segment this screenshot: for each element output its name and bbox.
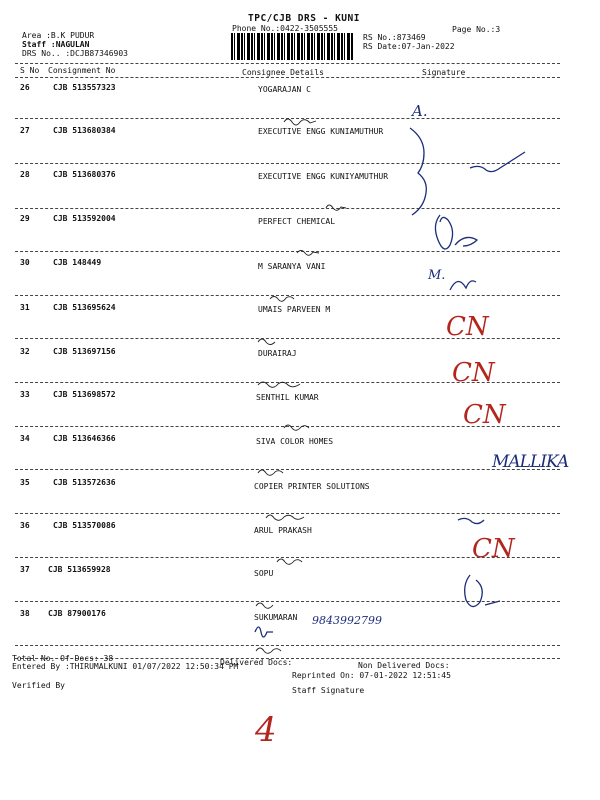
staff-label: Staff :NAGULAN: [22, 40, 90, 49]
signature-loop: [465, 575, 500, 607]
row-sno: 32: [20, 347, 30, 356]
handwritten-a-signature: A.: [412, 102, 428, 120]
row-consignment: CJB 513570086: [53, 521, 116, 530]
row-consignment: CJB 513646366: [53, 434, 116, 443]
document-title: TPC/CJB DRS - KUNI: [248, 13, 360, 24]
tamil-scribble: [297, 251, 319, 256]
handwritten-mallika: MALLIKA: [492, 452, 569, 472]
row-sno: 27: [20, 126, 30, 135]
non-delivered-docs: Non Delivered Docs:: [358, 661, 450, 670]
row-sno: 36: [20, 521, 30, 530]
row-consignment: CJB 513592004: [53, 214, 116, 223]
row-consignment: CJB 87900176: [48, 609, 106, 618]
col-sno: S No: [20, 66, 40, 75]
handwritten-cn-mark: CN: [463, 400, 506, 430]
row-sno: 30: [20, 258, 30, 267]
row-consignee: PERFECT CHEMICAL: [258, 217, 336, 226]
col-consignment: Consignment No: [48, 66, 116, 75]
row-consignment: CJB 513572636: [53, 478, 116, 487]
row-sno: 29: [20, 214, 30, 223]
row-consignment: CJB 148449: [53, 258, 102, 267]
row-sno: 34: [20, 434, 30, 443]
row-consignee: SENTHIL KUMAR: [256, 393, 319, 402]
tamil-scribble: [284, 425, 309, 430]
row-consignee: YOGARAJAN C: [258, 85, 311, 94]
tamil-scribble: [256, 603, 273, 608]
row-consignment: CJB 513698572: [53, 390, 116, 399]
area-label: Area :B.K PUDUR: [22, 31, 95, 40]
row-consignment: CJB 513695624: [53, 303, 116, 312]
tamil-scribble: [270, 297, 294, 302]
row-consignee: M SARANYA VANI: [258, 262, 326, 271]
signature-scribble: [450, 281, 476, 290]
row-consignee: EXECUTIVE ENGG KUNIYAMUTHUR: [258, 172, 389, 181]
signature-loop: [435, 215, 477, 249]
row-sno: 38: [20, 609, 30, 618]
handwritten-m-signature: M.: [428, 268, 446, 283]
row-consignment: CJB 513680376: [53, 170, 116, 179]
signature-scribble: [470, 152, 525, 172]
row-consignment: CJB 513697156: [53, 347, 116, 356]
row-consignment: CJB 513557323: [53, 83, 116, 92]
tamil-scribble: [326, 205, 346, 210]
row-consignee: SIVA COLOR HOMES: [256, 437, 334, 446]
rs-number: RS No.:873469: [363, 33, 426, 42]
page-number: Page No.:3: [452, 25, 501, 34]
staff-signature-label: Staff Signature: [292, 686, 365, 695]
delivered-docs: Delivered Docs:: [220, 658, 293, 667]
row-consignee: EXECUTIVE ENGG KUNIAMUTHUR: [258, 127, 384, 136]
col-consignee: Consignee Details: [242, 68, 324, 77]
drs-number: DRS No.. :DCJB87346903: [22, 49, 128, 58]
reprinted-on: Reprinted On: 07-01-2022 12:51:45: [292, 671, 451, 680]
tamil-scribble: [258, 382, 300, 387]
row-sno: 31: [20, 303, 30, 312]
row-sno: 26: [20, 83, 30, 92]
row-consignee: SUKUMARAN: [254, 613, 298, 622]
signature-scribble: [458, 518, 484, 523]
row-consignee: DURAIRAJ: [258, 349, 297, 358]
tamil-scribble: [258, 339, 275, 345]
row-consignee: ARUL PRAKASH: [254, 526, 312, 535]
handwritten-page-mark: 4: [255, 710, 277, 750]
bracket-signature: [410, 128, 426, 215]
tamil-scribble: [266, 515, 304, 520]
tamil-scribble: [258, 470, 283, 475]
tamil-scribble: [256, 648, 281, 653]
handwritten-phone-note: 9843992799: [312, 614, 382, 627]
handwritten-cn-mark: CN: [446, 312, 489, 342]
total-docs: Total No. Of Docs: 38: [12, 654, 114, 663]
handwritten-cn-mark: CN: [452, 358, 495, 388]
rs-date: RS Date:07-Jan-2022: [363, 42, 455, 51]
entered-by: Entered By :THIRUMALKUNI 01/07/2022 12:50:34 PM: [12, 662, 239, 671]
row-consignment: CJB 513659928: [48, 565, 111, 574]
row-sno: 37: [20, 565, 30, 574]
tamil-scribble: [277, 559, 302, 564]
verified-by: Verified By: [12, 681, 65, 690]
signature-scribble: [255, 627, 273, 637]
row-consignee: COPIER PRINTER SOLUTIONS: [254, 482, 370, 491]
phone-number: Phone No.:0422-3505555: [232, 24, 338, 33]
row-consignee: UMAIS PARVEEN M: [258, 305, 331, 314]
row-sno: 28: [20, 170, 30, 179]
handwritten-cn-mark: CN: [472, 534, 515, 564]
col-signature: Signature: [422, 68, 466, 77]
row-sno: 33: [20, 390, 30, 399]
row-consignee: SOPU: [254, 569, 274, 578]
tamil-scribble: [284, 119, 316, 125]
row-sno: 35: [20, 478, 30, 487]
row-consignment: CJB 513680384: [53, 126, 116, 135]
